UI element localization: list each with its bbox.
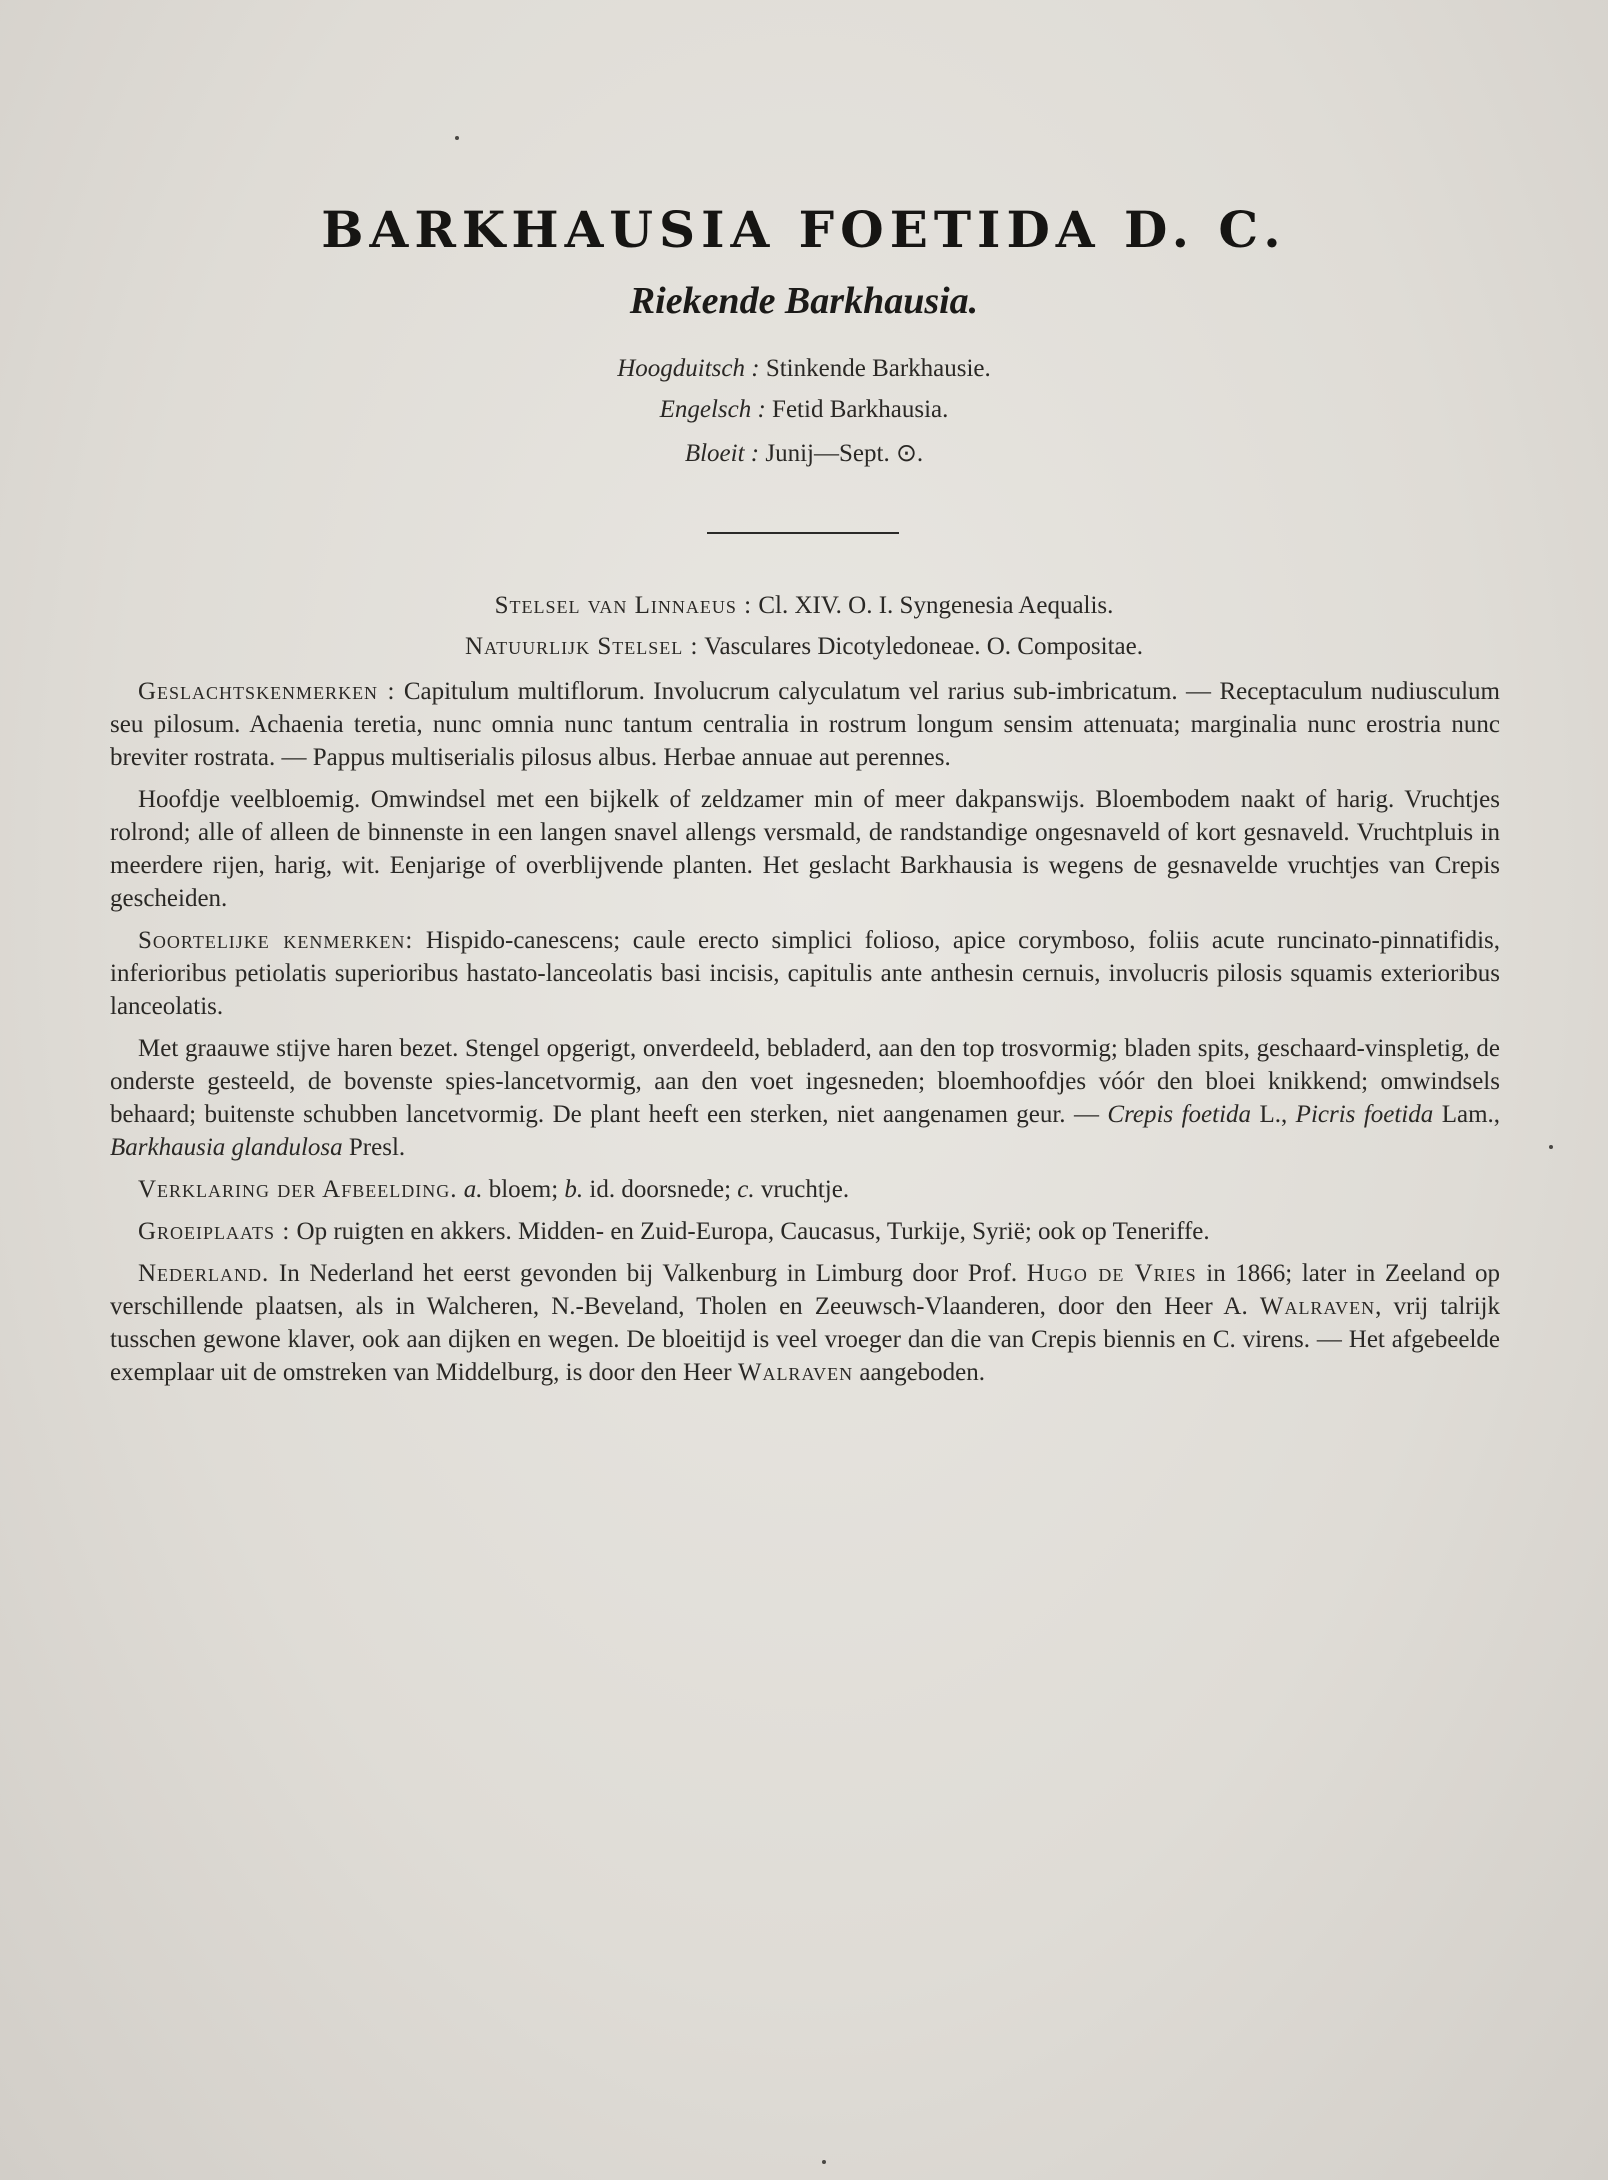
linnaeus-label: Stelsel van Linnaeus : bbox=[494, 592, 753, 619]
netherlands-label: Nederland. bbox=[138, 1260, 270, 1287]
synonym-3-author: Presl. bbox=[348, 1134, 406, 1161]
natural-system-line bbox=[0, 633, 1608, 661]
explanation-a-key: a. bbox=[463, 1176, 483, 1203]
english-label: Engelsch : bbox=[659, 396, 766, 423]
natural-value: Vasculares Dicotyledoneae. O. Compositae. bbox=[704, 633, 1143, 660]
species-dutch-text: Met graauwe stijve haren bezet. Stengel opgerigt, onverdeeld, bebladerd, aan den top trosvormig; bladen spits, geschaard-vinspletig, de onderste gesteeld, de bovenste spies-lancetvormig, aan den voet ingesneden; bloemhoofdjes vóór den bloei knikkend; omwindsels behaard; buitenste schubben lancetvormig. De plant heeft een sterken, niet aangenamen geur. — bbox=[110, 1035, 1500, 1128]
species-label: Soortelijke kenmerken: bbox=[138, 927, 414, 954]
person-name-walraven: Walraven bbox=[1259, 1293, 1376, 1320]
english-name-line bbox=[0, 396, 1608, 424]
genus-label: Geslachtskenmerken : bbox=[138, 678, 396, 705]
explanation-c-text: vruchtje. bbox=[760, 1176, 850, 1203]
bloom-value: Junij—Sept. ⊙. bbox=[765, 440, 924, 467]
person-name-walraven-2: Walraven bbox=[737, 1359, 854, 1386]
explanation-b-text: id. doorsnede; bbox=[589, 1176, 732, 1203]
synonym-2: Picris foetida bbox=[1295, 1101, 1434, 1128]
species-latin-text: Hispido-canescens; caule erecto simplici folioso, apice corymboso, foliis acute runcinato-pinnatifidis, inferioribus petiolatis superioribus hastato-lanceolatis basi incisis, capitulis ante anthesin cernuis, involucris pilosis squamis exterioribus lanceolatis. bbox=[110, 927, 1501, 1020]
paper-speck bbox=[455, 136, 459, 140]
species-latin-paragraph bbox=[110, 924, 1500, 1023]
linnaeus-value: Cl. XIV. O. I. Syngenesia Aequalis. bbox=[758, 592, 1114, 619]
habitat-paragraph bbox=[110, 1215, 1500, 1248]
german-value: Stinkende Barkhausie. bbox=[765, 355, 991, 382]
bloom-line bbox=[0, 438, 1608, 468]
page-subtitle: Riekende Barkhausia. bbox=[629, 280, 979, 322]
synonym-3: Barkhausia glandulosa bbox=[110, 1134, 343, 1161]
paper-speck bbox=[822, 2160, 826, 2164]
netherlands-text-1: In Nederland het eerst gevonden bij Valkenburg in Limburg door Prof. bbox=[278, 1260, 1018, 1287]
habitat-label: Groeiplaats : bbox=[138, 1218, 291, 1245]
habitat-text: Op ruigten en akkers. Midden- en Zuid-Europa, Caucasus, Turkije, Syrië; ook op Teneriffe. bbox=[296, 1218, 1210, 1245]
explanation-c-key: c. bbox=[737, 1176, 755, 1203]
netherlands-text-4: aangeboden. bbox=[859, 1359, 986, 1386]
genus-dutch-text: Hoofdje veelbloemig. Omwindsel met een bijkelk of zeldzamer min of meer dakpanswijs. Bloembodem naakt of harig. Vruchtjes rolrond; alle of alleen de binnenste in een langen snavel allengs versmald, de randstandige ongesnaveld of kort gesnaveld. Vruchtpluis in meerdere rijen, harig, wit. Eenjarige of overblijvende planten. Het geslacht Barkhausia is wegens de gesnavelde vruchtjes van Crepis gescheiden. bbox=[110, 786, 1500, 912]
paper-speck bbox=[1549, 1145, 1553, 1149]
genus-dutch-paragraph bbox=[110, 783, 1500, 915]
synonym-2-author: Lam., bbox=[1441, 1101, 1501, 1128]
synonym-1: Crepis foetida bbox=[1107, 1101, 1252, 1128]
linnaeus-system-line bbox=[0, 592, 1608, 620]
species-dutch-paragraph bbox=[110, 1032, 1500, 1164]
explanation-b-key: b. bbox=[564, 1176, 584, 1203]
german-label: Hoogduitsch : bbox=[617, 355, 760, 382]
person-name-de-vries: Hugo de Vries bbox=[1026, 1260, 1197, 1287]
explanation-label: Verklaring der Afbeelding. bbox=[138, 1176, 458, 1203]
page-title: BARKHAUSIA FOETIDA D. C. bbox=[321, 200, 1287, 259]
synonym-1-author: L., bbox=[1259, 1101, 1288, 1128]
genus-latin-paragraph bbox=[110, 675, 1500, 774]
divider-rule bbox=[707, 532, 899, 534]
english-value: Fetid Barkhausia. bbox=[772, 396, 949, 423]
body-text bbox=[110, 675, 1500, 1398]
explanation-a-text: bloem; bbox=[488, 1176, 559, 1203]
german-name-line bbox=[0, 355, 1608, 383]
netherlands-paragraph bbox=[110, 1257, 1500, 1389]
netherlands-text-2: in 1866; later in Zeeland op verschillende plaatsen, als in Walcheren, N.-Beveland, Tholen en Zeeuwsch-Vlaanderen, door den Heer A. bbox=[110, 1260, 1501, 1320]
natural-label: Natuurlijk Stelsel : bbox=[465, 633, 699, 660]
netherlands-text-3: , vrij talrijk tusschen gewone klaver, ook aan dijken en wegen. De bloeitijd is veel vroeger dan die van Crepis biennis en C. virens. — Het afgebeelde exemplaar uit de omstreken van Middelburg, is door den Heer bbox=[110, 1293, 1501, 1386]
explanation-paragraph bbox=[110, 1173, 1500, 1206]
genus-latin-text: Capitulum multiflorum. Involucrum calyculatum vel rarius sub-imbricatum. — Receptaculum nudiusculum seu pilosum. Achaenia teretia, nunc omnia nunc tantum centralia in rostrum longum sensim attenuata; marginalia nunc erostria nunc breviter rostrata. — Pappus multiserialis pilosus albus. Herbae annuae aut perennes. bbox=[110, 678, 1500, 771]
bloom-label: Bloeit : bbox=[684, 440, 760, 467]
